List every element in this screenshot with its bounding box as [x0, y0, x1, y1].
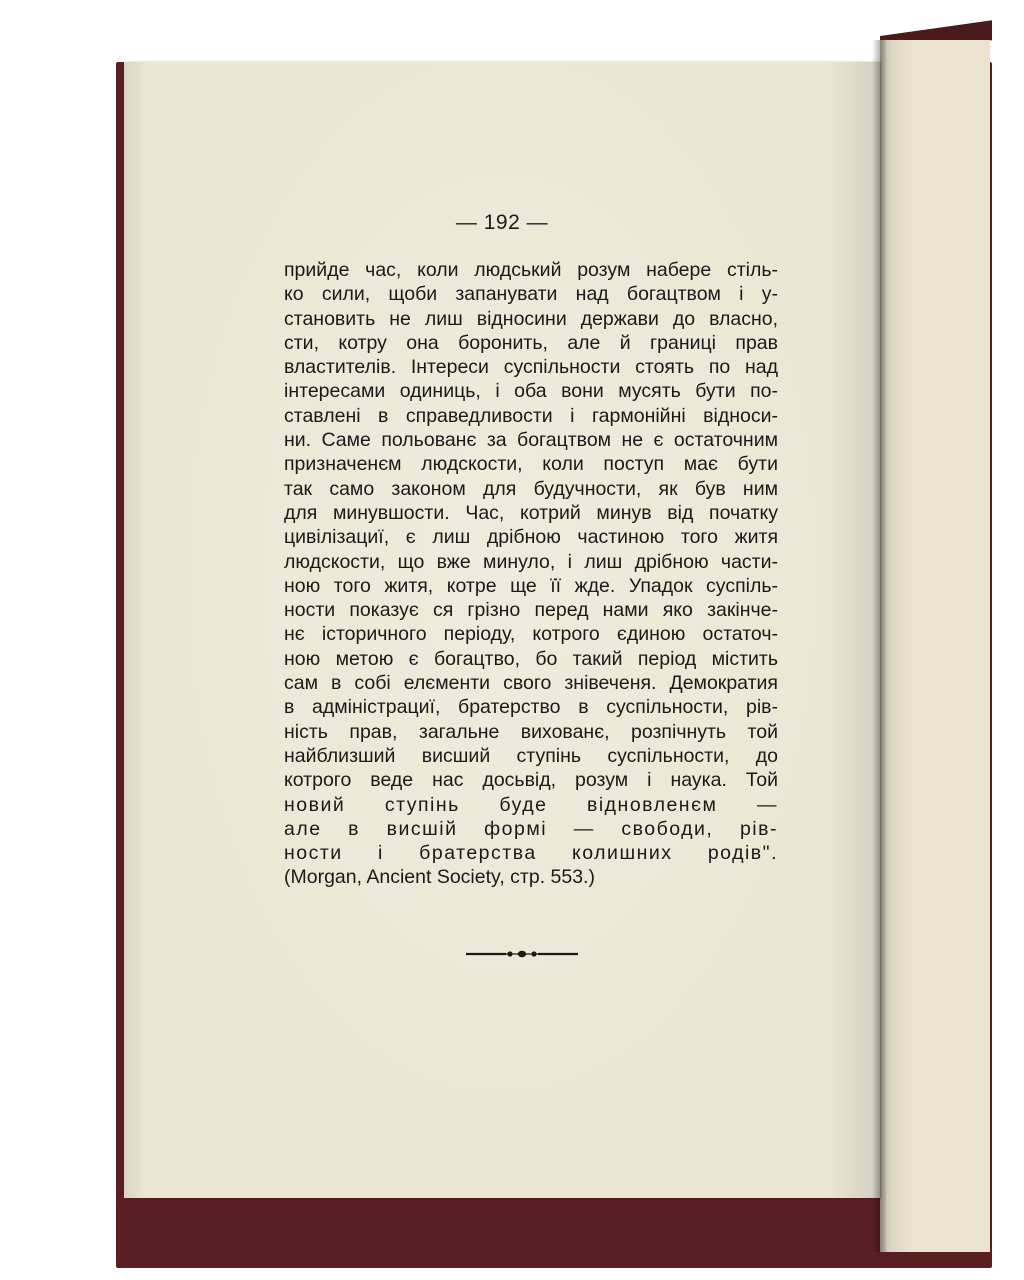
text-line: людскости, що вже минуло, і лиш дрібною части- — [284, 550, 778, 573]
text-line: котрого веде нас досьвід, розум і наука. Той — [284, 769, 778, 792]
text-line: сти, котру она боронить, але й границі прав — [284, 331, 778, 354]
text-line-spaced: ности і братерства колишних родів". — [284, 842, 778, 865]
text-line-spaced: новий ступінь буде відновленєм — — [284, 793, 778, 816]
text-line: ности показує ся грізно перед нами яко закінче- — [284, 599, 778, 622]
text-line: властителів. Інтереси суспільности стоять по над — [284, 356, 778, 379]
text-line: прийде час, коли людський розум набере стіль- — [284, 259, 778, 281]
text-line: ною метою є богацтво, бо такий період містить — [284, 647, 778, 670]
text-line: ни. Саме польованє за богацтвом не є остаточним — [284, 429, 778, 452]
right-page — [880, 40, 990, 1252]
text-line: ність прав, загальне вихованє, розпічнуть той — [284, 720, 778, 743]
text-line: для минувшости. Час, котрий минув від початку — [284, 501, 778, 524]
text-line: ставлені в справедливости і гармонійні відноси- — [284, 404, 778, 427]
page-number: — 192 — — [455, 211, 549, 234]
text-line: інтересами одиниць, і оба вони мусять бути по- — [284, 380, 778, 403]
text-line-spaced: але в висшій формі — свободи, рів- — [284, 817, 778, 840]
text-line: в адміністрациї, братерство в суспільности, рів- — [284, 696, 778, 719]
text-line: нє історичного періоду, котрого єдиною остаточ- — [284, 623, 778, 646]
text-line: цивілізациї, є лиш дрібною частиною того житя — [284, 526, 778, 549]
text-line: становить не лиш відносини держави до власно, — [284, 307, 778, 330]
text-line: сам в собі елєменти свого знівеченя. Демократия — [284, 672, 778, 695]
text-line: ко сили, щоби запанувати над богацтвом і у- — [284, 283, 778, 306]
citation-line: (Morgan, Ancient Society, стр. 553.) — [284, 866, 595, 889]
text-line: найблизший висший ступінь суспільности, до — [284, 744, 778, 767]
text-line: так само законом для будучности, як був ним — [284, 477, 778, 500]
text-line: ною того житя, котре ще її жде. Упадок суспіль- — [284, 574, 778, 597]
text-line: призначенєм людскости, коли поступ має бути — [284, 453, 778, 476]
body-text — [284, 258, 778, 890]
decorative-rule-ornament — [466, 944, 578, 964]
